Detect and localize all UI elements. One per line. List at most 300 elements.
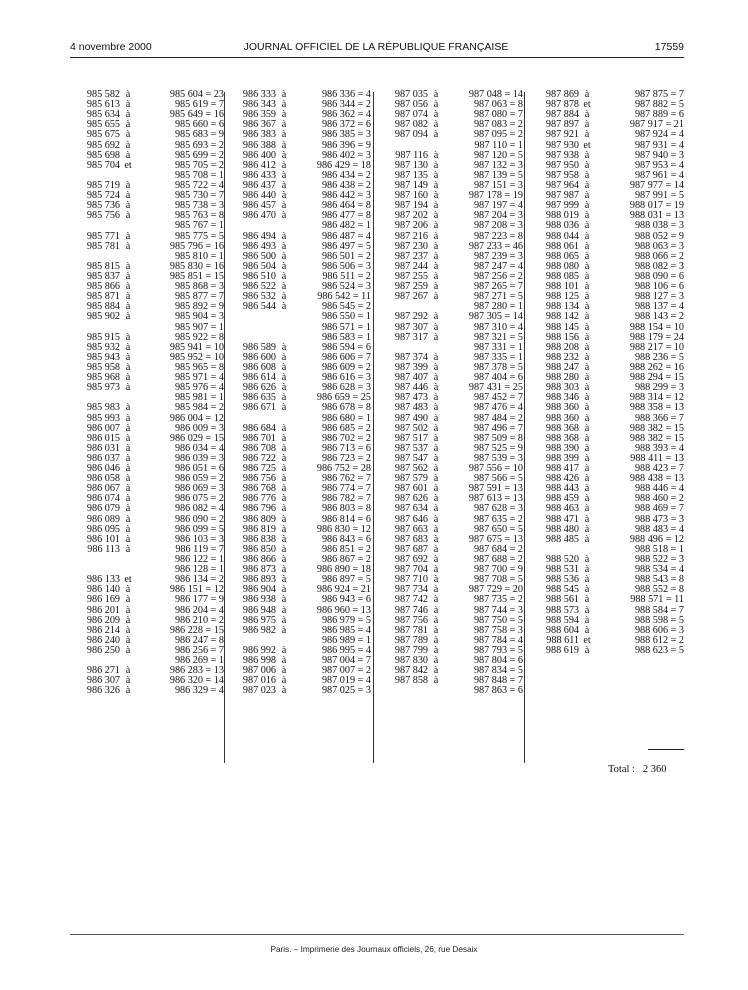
end-number: 988 623 = 5 — [634, 645, 684, 657]
range-word: à — [281, 493, 287, 505]
start-number: 986 015 — [86, 432, 120, 444]
end-number: 987 875 = 7 — [634, 89, 684, 100]
range-word: à — [584, 331, 590, 343]
range-word: à — [584, 574, 590, 586]
end-number: 985 868 = 3 — [174, 281, 224, 293]
range-word: à — [125, 99, 131, 111]
end-number: 988 082 = 3 — [634, 260, 684, 272]
start-number: 987 206 — [394, 220, 428, 232]
start-number: 986 031 — [86, 442, 120, 454]
range-word: à — [125, 382, 131, 394]
start-number: 986 948 — [242, 604, 276, 616]
end-number: 986 545 = 2 — [321, 301, 371, 313]
start-number: 985 771 — [86, 230, 120, 242]
range-word: à — [281, 432, 287, 444]
range-word: à — [281, 422, 287, 434]
range-word: à — [125, 543, 131, 555]
end-number: 986 594 = 6 — [321, 341, 371, 353]
end-number: 987 744 = 3 — [473, 604, 523, 616]
start-number: 985 837 — [86, 270, 120, 282]
end-number: 986 851 = 2 — [321, 543, 371, 555]
start-number: 985 582 — [86, 89, 120, 100]
end-number: 986 685 = 2 — [321, 422, 371, 434]
start-number: 985 613 — [86, 99, 120, 111]
range-word: à — [584, 594, 590, 606]
start-number: 987 921 — [545, 129, 579, 141]
range-word: à — [125, 361, 131, 373]
start-number: 985 884 — [86, 301, 120, 313]
end-number: 988 154 = 10 — [629, 321, 684, 333]
end-number: 986 511 = 2 — [322, 270, 371, 282]
start-number: 986 388 — [242, 139, 276, 151]
range-word: à — [433, 604, 439, 616]
end-number: 986 482 = 1 — [321, 220, 371, 232]
range-word: à — [281, 473, 287, 485]
range-word: à — [281, 645, 287, 657]
end-number: 987 635 = 2 — [473, 513, 523, 525]
end-number: 985 877 = 7 — [174, 291, 224, 303]
range-word: à — [584, 250, 590, 262]
end-number: 987 566 = 5 — [473, 473, 523, 485]
end-number: 987 139 = 5 — [473, 169, 523, 181]
range-word: à — [433, 149, 439, 161]
start-number: 986 326 — [86, 685, 120, 697]
end-number: 987 784 = 4 — [473, 634, 523, 646]
start-number: 988 019 — [545, 210, 579, 222]
start-number: 988 611 — [546, 634, 579, 646]
range-word: à — [433, 190, 439, 202]
range-word: à — [584, 402, 590, 414]
start-number: 986 271 — [86, 665, 120, 677]
start-number: 985 932 — [86, 341, 120, 353]
range-word: à — [584, 554, 590, 566]
range-word: à — [281, 442, 287, 454]
start-number: 987 473 — [394, 392, 428, 404]
range-word: à — [584, 210, 590, 222]
start-number: 986 470 — [242, 210, 276, 222]
range-word: à — [584, 321, 590, 333]
end-number: 986 402 = 3 — [321, 149, 371, 161]
end-number: 988 143 = 2 — [634, 311, 684, 323]
end-number: 987 007 = 2 — [321, 665, 371, 677]
end-number: 988 552 = 8 — [634, 584, 684, 596]
start-number: 985 993 — [86, 412, 120, 424]
start-number: 985 655 — [86, 119, 120, 131]
range-word: à — [433, 533, 439, 545]
start-number: 986 982 — [242, 624, 276, 636]
range-word: à — [433, 250, 439, 262]
start-number: 987 858 — [394, 675, 428, 687]
start-number: 988 594 — [545, 614, 579, 626]
end-number: 986 843 = 6 — [321, 533, 371, 545]
end-number: 988 411 = 13 — [630, 452, 684, 464]
range-word: à — [281, 655, 287, 667]
range-word: à — [281, 89, 287, 100]
start-number: 986 768 — [242, 483, 276, 495]
start-number: 986 722 — [242, 452, 276, 464]
end-number: 986 429 = 18 — [316, 159, 371, 171]
range-word: à — [125, 210, 131, 222]
range-word: à — [125, 614, 131, 626]
end-number: 986 659 = 25 — [316, 392, 371, 404]
end-number: 986 090 = 2 — [174, 513, 224, 525]
range-word: à — [281, 523, 287, 535]
start-number: 986 007 — [86, 422, 120, 434]
start-number: 986 089 — [86, 513, 120, 525]
start-number: 986 359 — [242, 109, 276, 121]
column-divider — [373, 92, 374, 763]
range-word: à — [281, 109, 287, 121]
range-word: à — [281, 614, 287, 626]
range-word: à — [281, 129, 287, 141]
start-number: 988 368 — [545, 422, 579, 434]
start-number: 986 307 — [86, 675, 120, 687]
range-word: à — [281, 675, 287, 687]
range-word: à — [584, 89, 590, 100]
start-number: 986 074 — [86, 493, 120, 505]
end-number: 986 082 = 4 — [174, 503, 224, 515]
range-word: à — [281, 382, 287, 394]
range-word: à — [433, 109, 439, 121]
start-number: 986 113 — [87, 543, 120, 555]
start-number: 988 360 — [545, 412, 579, 424]
start-number: 987 399 — [394, 361, 428, 373]
start-number: 986 400 — [242, 149, 276, 161]
start-number: 987 746 — [394, 604, 428, 616]
start-number: 986 079 — [86, 503, 120, 515]
range-word: à — [584, 604, 590, 616]
start-number: 986 708 — [242, 442, 276, 454]
end-number: 987 991 = 5 — [634, 190, 684, 202]
end-number: 986 283 = 13 — [169, 665, 224, 677]
range-word: à — [125, 584, 131, 596]
end-number: 987 758 = 3 — [473, 624, 523, 636]
start-number: 986 101 — [86, 533, 120, 545]
end-number: 986 995 = 4 — [321, 645, 371, 657]
start-number: 987 094 — [394, 129, 428, 141]
range-word: à — [281, 281, 287, 293]
start-number: 988 085 — [545, 270, 579, 282]
end-number: 987 509 = 8 — [473, 432, 523, 444]
end-number: 987 476 = 4 — [473, 402, 523, 414]
end-number: 986 372 = 6 — [321, 119, 371, 131]
range-word: à — [584, 564, 590, 576]
end-number: 986 583 = 1 — [321, 331, 371, 343]
start-number: 986 504 — [242, 260, 276, 272]
start-number: 988 101 — [545, 281, 579, 293]
start-number: 986 046 — [86, 463, 120, 475]
start-number: 985 871 — [86, 291, 120, 303]
start-number: 988 134 — [545, 301, 579, 313]
end-number: 987 628 = 3 — [473, 503, 523, 515]
range-word: à — [281, 291, 287, 303]
start-number: 987 307 — [394, 321, 428, 333]
end-number: 988 038 = 3 — [634, 220, 684, 232]
start-number: 986 600 — [242, 351, 276, 363]
range-word: à — [125, 190, 131, 202]
start-number: 986 589 — [242, 341, 276, 353]
end-number: 986 247 = 8 — [174, 634, 224, 646]
start-number: 985 915 — [86, 331, 120, 343]
range-word: à — [584, 220, 590, 232]
range-word: à — [281, 392, 287, 404]
range-word: à — [433, 624, 439, 636]
end-number: 986 609 = 2 — [321, 361, 371, 373]
start-number: 988 604 — [545, 624, 579, 636]
start-number: 988 044 — [545, 230, 579, 242]
header-title: JOURNAL OFFICIEL DE LA RÉPUBLIQUE FRANÇAISE — [243, 41, 509, 53]
start-number: 987 483 — [394, 402, 428, 414]
start-number: 987 023 — [242, 685, 276, 697]
end-number: 986 542 = 11 — [317, 291, 371, 303]
start-number: 986 433 — [242, 169, 276, 181]
end-number: 987 095 = 2 — [473, 129, 523, 141]
range-word: à — [125, 645, 131, 657]
range-word: à — [281, 594, 287, 606]
range-word: à — [433, 634, 439, 646]
footer-rule — [70, 934, 684, 935]
range-word: à — [584, 412, 590, 424]
range-word: à — [433, 614, 439, 626]
start-number: 985 736 — [86, 200, 120, 212]
range-word: à — [433, 372, 439, 384]
total-rule — [648, 749, 684, 750]
start-number: 986 058 — [86, 473, 120, 485]
end-number: 985 763 = 8 — [174, 210, 224, 222]
start-number: 988 280 — [545, 372, 579, 384]
end-number: 985 683 = 9 — [174, 129, 224, 141]
end-number: 987 708 = 5 — [473, 574, 523, 586]
end-number: 987 496 = 7 — [473, 422, 523, 434]
range-word: à — [584, 230, 590, 242]
range-word: à — [584, 169, 590, 181]
end-number: 985 971 = 4 — [174, 372, 224, 384]
start-number: 988 360 — [545, 402, 579, 414]
end-number: 986 678 = 8 — [321, 402, 371, 414]
range-word: à — [125, 149, 131, 161]
end-number: 985 730 = 7 — [174, 190, 224, 202]
start-number: 986 500 — [242, 250, 276, 262]
end-number: 988 031 = 13 — [629, 210, 684, 222]
start-number: 987 964 — [545, 179, 579, 191]
end-number: 986 009 = 3 — [174, 422, 224, 434]
range-word: à — [584, 432, 590, 444]
end-number: 988 518 = 1 — [634, 543, 684, 555]
range-word: à — [433, 665, 439, 677]
range-word: à — [125, 473, 131, 485]
end-number: 986 524 = 3 — [321, 281, 371, 293]
range-word: à — [125, 523, 131, 535]
range-word: à — [584, 513, 590, 525]
start-number: 986 493 — [242, 240, 276, 252]
end-number: 986 204 = 4 — [174, 604, 224, 616]
range-word: à — [433, 260, 439, 272]
start-number: 988 390 — [545, 442, 579, 454]
end-number: 987 953 = 4 — [634, 159, 684, 171]
range-word: à — [125, 503, 131, 515]
end-number: 987 151 = 3 — [473, 179, 523, 191]
range-word: à — [125, 402, 131, 414]
end-number: 988 438 = 13 — [629, 473, 684, 485]
range-word: à — [584, 270, 590, 282]
start-number: 987 710 — [394, 574, 428, 586]
end-number: 986 713 = 6 — [321, 442, 371, 454]
end-number: 987 271 = 5 — [473, 291, 523, 303]
end-number: 986 210 = 2 — [174, 614, 224, 626]
start-number: 985 634 — [86, 109, 120, 121]
end-number: 986 506 = 3 — [321, 260, 371, 272]
range-word: à — [433, 523, 439, 535]
end-number: 985 922 = 8 — [174, 331, 224, 343]
range-word: à — [281, 402, 287, 414]
range-word: à — [125, 260, 131, 272]
end-number: 986 151 = 12 — [169, 584, 224, 596]
end-number: 988 543 = 8 — [634, 574, 684, 586]
start-number: 987 938 — [545, 149, 579, 161]
range-word: à — [281, 503, 287, 515]
start-number: 986 819 — [242, 523, 276, 535]
end-number: 988 090 = 6 — [634, 270, 684, 282]
end-number: 987 256 = 2 — [473, 270, 523, 282]
start-number: 986 635 — [242, 392, 276, 404]
end-number: 985 705 = 2 — [174, 159, 224, 171]
end-number: 988 294 = 15 — [629, 372, 684, 384]
start-number: 987 562 — [394, 463, 428, 475]
end-number: 988 522 = 3 — [634, 554, 684, 566]
end-number: 988 483 = 4 — [634, 523, 684, 535]
end-number: 986 075 = 2 — [174, 493, 224, 505]
start-number: 986 614 — [242, 372, 276, 384]
end-number: 985 660 = 6 — [174, 119, 224, 131]
range-word: à — [125, 109, 131, 121]
range-word: à — [125, 442, 131, 454]
end-number: 986 571 = 1 — [321, 321, 371, 333]
start-number: 987 601 — [394, 483, 428, 495]
end-number: 987 305 = 14 — [468, 311, 523, 323]
range-word: à — [584, 442, 590, 454]
end-number: 987 208 = 3 — [473, 220, 523, 232]
start-number: 987 687 — [394, 543, 428, 555]
end-number: 985 708 = 1 — [174, 169, 224, 181]
start-number: 986 626 — [242, 382, 276, 394]
start-number: 986 725 — [242, 463, 276, 475]
start-number: 986 998 — [242, 655, 276, 667]
end-number: 987 804 = 6 — [473, 655, 523, 667]
end-number: 986 616 = 3 — [321, 372, 371, 384]
start-number: 987 517 — [394, 432, 428, 444]
end-number: 985 767 = 1 — [174, 220, 224, 232]
end-number: 986 830 = 12 — [316, 523, 371, 535]
range-word: à — [125, 624, 131, 636]
start-number: 988 346 — [545, 392, 579, 404]
range-word: à — [584, 109, 590, 121]
range-word: à — [281, 260, 287, 272]
range-word: à — [433, 473, 439, 485]
range-word: à — [281, 351, 287, 363]
range-word: à — [281, 665, 287, 677]
start-number: 987 016 — [242, 675, 276, 687]
start-number: 988 208 — [545, 341, 579, 353]
range-word: à — [584, 422, 590, 434]
start-number: 987 704 — [394, 564, 428, 576]
range-word: à — [281, 240, 287, 252]
range-word: à — [584, 149, 590, 161]
end-number: 987 239 = 3 — [473, 250, 523, 262]
start-number: 987 267 — [394, 291, 428, 303]
start-number: 987 194 — [394, 200, 428, 212]
start-number: 986 133 — [86, 574, 120, 586]
range-word: à — [281, 179, 287, 191]
end-number: 985 649 = 16 — [169, 109, 224, 121]
end-number: 988 496 = 12 — [629, 533, 684, 545]
end-number: 985 904 = 3 — [174, 311, 224, 323]
start-number: 987 230 — [394, 240, 428, 252]
start-number: 987 663 — [394, 523, 428, 535]
end-number: 987 233 = 46 — [468, 240, 523, 252]
range-word: à — [125, 291, 131, 303]
start-number: 986 333 — [242, 89, 276, 100]
end-number: 988 236 = 5 — [634, 351, 684, 363]
total-label: Total : — [608, 764, 635, 775]
range-word: à — [125, 89, 131, 100]
end-number: 985 952 = 10 — [169, 351, 224, 363]
range-word: à — [584, 452, 590, 464]
end-number: 985 892 = 9 — [174, 301, 224, 313]
start-number: 987 987 — [545, 190, 579, 202]
end-number: 985 907 = 1 — [174, 321, 224, 333]
end-number: 987 484 = 2 — [473, 412, 523, 424]
end-number: 988 584 = 7 — [634, 604, 684, 616]
header-date: 4 novembre 2000 — [70, 41, 152, 53]
end-number: 986 924 = 21 — [316, 584, 371, 596]
range-word: à — [125, 483, 131, 495]
range-word: à — [584, 493, 590, 505]
end-number: 985 738 = 3 — [174, 200, 224, 212]
end-number: 986 803 = 8 — [321, 503, 371, 515]
end-number: 987 735 = 2 — [473, 594, 523, 606]
end-number: 986 320 = 14 — [169, 675, 224, 687]
range-word: à — [433, 311, 439, 323]
start-number: 986 214 — [86, 624, 120, 636]
end-number: 987 591 = 13 — [468, 483, 523, 495]
end-number: 986 464 = 8 — [321, 200, 371, 212]
end-number: 988 358 = 13 — [629, 402, 684, 414]
start-number: 987 202 — [394, 210, 428, 222]
start-number: 988 399 — [545, 452, 579, 464]
end-number: 988 017 = 19 — [629, 200, 684, 212]
start-number: 986 992 — [242, 645, 276, 657]
start-number: 988 536 — [545, 574, 579, 586]
end-number: 987 247 = 4 — [473, 260, 523, 272]
start-number: 986 684 — [242, 422, 276, 434]
start-number: 987 116 — [395, 149, 428, 161]
range-word: à — [125, 452, 131, 464]
end-number: 986 269 = 1 — [174, 655, 224, 667]
range-word: à — [433, 574, 439, 586]
start-number: 988 142 — [545, 311, 579, 323]
start-number: 987 756 — [394, 614, 428, 626]
end-number: 985 984 = 2 — [174, 402, 224, 414]
end-number: 987 750 = 5 — [473, 614, 523, 626]
range-word: à — [433, 503, 439, 515]
start-number: 987 292 — [394, 311, 428, 323]
range-word: à — [433, 402, 439, 414]
range-word: à — [433, 179, 439, 191]
end-number: 987 048 = 14 — [468, 89, 523, 100]
end-number: 987 834 = 5 — [473, 665, 523, 677]
range-word: à — [125, 685, 131, 697]
range-word: à — [433, 554, 439, 566]
